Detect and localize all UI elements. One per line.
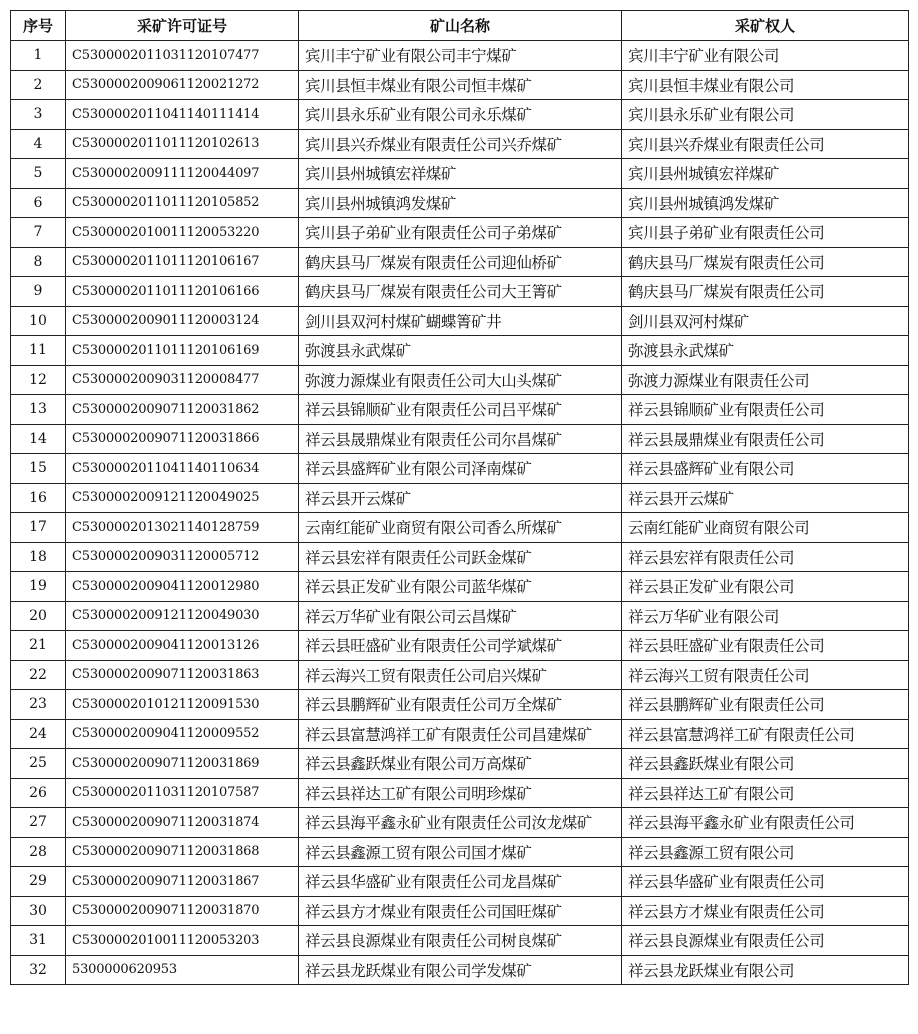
cell-owner: 祥云县锦顺矿业有限责任公司 <box>622 395 909 425</box>
cell-mine-name: 剑川县双河村煤矿蝴蝶箐矿井 <box>299 306 622 336</box>
cell-license-number: C5300002009071120031874 <box>66 808 299 838</box>
cell-owner: 鹤庆县马厂煤炭有限责任公司 <box>622 277 909 307</box>
cell-mine-name: 弥渡力源煤业有限责任公司大山头煤矿 <box>299 365 622 395</box>
cell-owner: 宾川县子弟矿业有限责任公司 <box>622 218 909 248</box>
cell-serial-number: 32 <box>11 955 66 985</box>
table-row <box>11 129 909 159</box>
table-row <box>11 542 909 572</box>
cell-serial-number: 12 <box>11 365 66 395</box>
cell-owner: 祥云县盛辉矿业有限公司 <box>622 454 909 484</box>
cell-serial-number: 11 <box>11 336 66 366</box>
cell-serial-number: 17 <box>11 513 66 543</box>
table-row <box>11 277 909 307</box>
cell-license-number: C5300002011011120105852 <box>66 188 299 218</box>
cell-license-number: C5300002009071120031866 <box>66 424 299 454</box>
table-row <box>11 247 909 277</box>
table-row <box>11 454 909 484</box>
table-row <box>11 188 909 218</box>
cell-serial-number: 21 <box>11 631 66 661</box>
cell-license-number: C5300002011011120106169 <box>66 336 299 366</box>
cell-mine-name: 宾川县州城镇鸿发煤矿 <box>299 188 622 218</box>
header-mine-name: 矿山名称 <box>299 11 622 41</box>
cell-owner: 宾川县恒丰煤业有限公司 <box>622 70 909 100</box>
table-row <box>11 690 909 720</box>
cell-mine-name: 祥云万华矿业有限公司云昌煤矿 <box>299 601 622 631</box>
cell-mine-name: 祥云县鹏辉矿业有限责任公司万全煤矿 <box>299 690 622 720</box>
cell-license-number: C5300002009031120005712 <box>66 542 299 572</box>
cell-owner: 祥云县宏祥有限责任公司 <box>622 542 909 572</box>
cell-owner: 祥云县正发矿业有限公司 <box>622 572 909 602</box>
cell-owner: 宾川县州城镇鸿发煤矿 <box>622 188 909 218</box>
cell-mine-name: 鹤庆县马厂煤炭有限责任公司迎仙桥矿 <box>299 247 622 277</box>
header-row <box>11 11 909 41</box>
cell-serial-number: 14 <box>11 424 66 454</box>
cell-owner: 祥云万华矿业有限公司 <box>622 601 909 631</box>
table-row <box>11 955 909 985</box>
cell-mine-name: 弥渡县永武煤矿 <box>299 336 622 366</box>
cell-license-number: C5300002011011120106167 <box>66 247 299 277</box>
table-row <box>11 719 909 749</box>
cell-mine-name: 宾川丰宁矿业有限公司丰宁煤矿 <box>299 41 622 71</box>
cell-owner: 宾川县兴乔煤业有限责任公司 <box>622 129 909 159</box>
cell-license-number: C5300002009071120031868 <box>66 837 299 867</box>
cell-owner: 祥云海兴工贸有限责任公司 <box>622 660 909 690</box>
cell-mine-name: 祥云县鑫跃煤业有限公司万高煤矿 <box>299 749 622 779</box>
table-row <box>11 837 909 867</box>
header-owner: 采矿权人 <box>622 11 909 41</box>
cell-license-number: C5300002011011120102613 <box>66 129 299 159</box>
cell-owner: 祥云县龙跃煤业有限公司 <box>622 955 909 985</box>
cell-serial-number: 22 <box>11 660 66 690</box>
cell-mine-name: 宾川县永乐矿业有限公司永乐煤矿 <box>299 100 622 130</box>
cell-owner: 祥云县晟鼎煤业有限责任公司 <box>622 424 909 454</box>
table-row <box>11 70 909 100</box>
table-row <box>11 513 909 543</box>
cell-serial-number: 5 <box>11 159 66 189</box>
cell-license-number: C5300002009071120031870 <box>66 896 299 926</box>
table-row <box>11 100 909 130</box>
cell-owner: 祥云县鑫源工贸有限公司 <box>622 837 909 867</box>
cell-license-number: C5300002010011120053220 <box>66 218 299 248</box>
cell-owner: 宾川丰宁矿业有限公司 <box>622 41 909 71</box>
cell-owner: 剑川县双河村煤矿 <box>622 306 909 336</box>
table-row <box>11 867 909 897</box>
cell-license-number: C5300002011041140111414 <box>66 100 299 130</box>
table-row <box>11 159 909 189</box>
cell-serial-number: 15 <box>11 454 66 484</box>
cell-mine-name: 祥云县正发矿业有限公司蓝华煤矿 <box>299 572 622 602</box>
cell-owner: 祥云县方才煤业有限责任公司 <box>622 896 909 926</box>
cell-license-number: C5300002011031120107477 <box>66 41 299 71</box>
cell-serial-number: 19 <box>11 572 66 602</box>
cell-license-number: C5300002010011120053203 <box>66 926 299 956</box>
cell-serial-number: 23 <box>11 690 66 720</box>
cell-owner: 弥渡力源煤业有限责任公司 <box>622 365 909 395</box>
cell-license-number: 5300000620953 <box>66 955 299 985</box>
cell-license-number: C5300002011041140110634 <box>66 454 299 484</box>
cell-mine-name: 云南红能矿业商贸有限公司香么所煤矿 <box>299 513 622 543</box>
cell-mine-name: 祥云县华盛矿业有限责任公司龙昌煤矿 <box>299 867 622 897</box>
cell-serial-number: 31 <box>11 926 66 956</box>
table-row <box>11 424 909 454</box>
cell-mine-name: 祥云县龙跃煤业有限公司学发煤矿 <box>299 955 622 985</box>
table-row <box>11 306 909 336</box>
cell-owner: 鹤庆县马厂煤炭有限责任公司 <box>622 247 909 277</box>
cell-license-number: C5300002011031120107587 <box>66 778 299 808</box>
cell-owner: 宾川县永乐矿业有限公司 <box>622 100 909 130</box>
header-serial-number: 序号 <box>11 11 66 41</box>
cell-serial-number: 28 <box>11 837 66 867</box>
cell-owner: 祥云县祥达工矿有限公司 <box>622 778 909 808</box>
cell-license-number: C5300002009121120049025 <box>66 483 299 513</box>
table-row <box>11 601 909 631</box>
cell-serial-number: 18 <box>11 542 66 572</box>
cell-serial-number: 30 <box>11 896 66 926</box>
table-row <box>11 395 909 425</box>
cell-owner: 弥渡县永武煤矿 <box>622 336 909 366</box>
table-row <box>11 808 909 838</box>
mining-license-table <box>10 10 909 985</box>
cell-owner: 祥云县良源煤业有限责任公司 <box>622 926 909 956</box>
cell-license-number: C5300002009041120009552 <box>66 719 299 749</box>
table-row <box>11 631 909 661</box>
cell-mine-name: 鹤庆县马厂煤炭有限责任公司大王箐矿 <box>299 277 622 307</box>
cell-serial-number: 3 <box>11 100 66 130</box>
table-row <box>11 41 909 71</box>
table-row <box>11 365 909 395</box>
cell-serial-number: 8 <box>11 247 66 277</box>
cell-serial-number: 25 <box>11 749 66 779</box>
cell-owner: 祥云县开云煤矿 <box>622 483 909 513</box>
cell-owner: 祥云县鑫跃煤业有限公司 <box>622 749 909 779</box>
cell-license-number: C5300002009041120012980 <box>66 572 299 602</box>
cell-license-number: C5300002009071120031863 <box>66 660 299 690</box>
cell-owner: 云南红能矿业商贸有限公司 <box>622 513 909 543</box>
cell-license-number: C5300002009031120008477 <box>66 365 299 395</box>
cell-serial-number: 4 <box>11 129 66 159</box>
cell-mine-name: 祥云县盛辉矿业有限公司泽南煤矿 <box>299 454 622 484</box>
header-license-number: 采矿许可证号 <box>66 11 299 41</box>
cell-license-number: C5300002011011120106166 <box>66 277 299 307</box>
cell-license-number: C5300002009121120049030 <box>66 601 299 631</box>
cell-serial-number: 10 <box>11 306 66 336</box>
cell-mine-name: 祥云县宏祥有限责任公司跃金煤矿 <box>299 542 622 572</box>
table-row <box>11 336 909 366</box>
cell-serial-number: 6 <box>11 188 66 218</box>
cell-license-number: C5300002009061120021272 <box>66 70 299 100</box>
cell-mine-name: 祥云县良源煤业有限责任公司树良煤矿 <box>299 926 622 956</box>
cell-license-number: C5300002013021140128759 <box>66 513 299 543</box>
cell-mine-name: 祥云县旺盛矿业有限责任公司学斌煤矿 <box>299 631 622 661</box>
table-row <box>11 896 909 926</box>
cell-serial-number: 9 <box>11 277 66 307</box>
cell-mine-name: 祥云海兴工贸有限责任公司启兴煤矿 <box>299 660 622 690</box>
cell-serial-number: 29 <box>11 867 66 897</box>
cell-owner: 祥云县旺盛矿业有限责任公司 <box>622 631 909 661</box>
cell-serial-number: 7 <box>11 218 66 248</box>
cell-serial-number: 2 <box>11 70 66 100</box>
cell-license-number: C5300002009071120031862 <box>66 395 299 425</box>
cell-mine-name: 宾川县兴乔煤业有限责任公司兴乔煤矿 <box>299 129 622 159</box>
table-row <box>11 926 909 956</box>
cell-mine-name: 祥云县祥达工矿有限公司明珍煤矿 <box>299 778 622 808</box>
table-row <box>11 572 909 602</box>
cell-license-number: C5300002010121120091530 <box>66 690 299 720</box>
cell-owner: 祥云县海平鑫永矿业有限责任公司 <box>622 808 909 838</box>
table-row <box>11 749 909 779</box>
table-row <box>11 660 909 690</box>
table-row <box>11 218 909 248</box>
cell-serial-number: 26 <box>11 778 66 808</box>
cell-owner: 宾川县州城镇宏祥煤矿 <box>622 159 909 189</box>
cell-mine-name: 祥云县锦顺矿业有限责任公司吕平煤矿 <box>299 395 622 425</box>
cell-mine-name: 宾川县恒丰煤业有限公司恒丰煤矿 <box>299 70 622 100</box>
cell-mine-name: 祥云县晟鼎煤业有限责任公司尔昌煤矿 <box>299 424 622 454</box>
cell-owner: 祥云县鹏辉矿业有限责任公司 <box>622 690 909 720</box>
cell-serial-number: 13 <box>11 395 66 425</box>
cell-serial-number: 1 <box>11 41 66 71</box>
cell-serial-number: 16 <box>11 483 66 513</box>
cell-owner: 祥云县富慧鸿祥工矿有限责任公司 <box>622 719 909 749</box>
cell-mine-name: 祥云县富慧鸿祥工矿有限责任公司昌建煤矿 <box>299 719 622 749</box>
cell-license-number: C5300002009011120003124 <box>66 306 299 336</box>
table-row <box>11 778 909 808</box>
table-row <box>11 483 909 513</box>
cell-mine-name: 宾川县子弟矿业有限责任公司子弟煤矿 <box>299 218 622 248</box>
cell-license-number: C5300002009071120031867 <box>66 867 299 897</box>
cell-mine-name: 祥云县开云煤矿 <box>299 483 622 513</box>
cell-license-number: C5300002009041120013126 <box>66 631 299 661</box>
cell-owner: 祥云县华盛矿业有限责任公司 <box>622 867 909 897</box>
cell-mine-name: 祥云县鑫源工贸有限公司国才煤矿 <box>299 837 622 867</box>
cell-serial-number: 24 <box>11 719 66 749</box>
cell-mine-name: 祥云县海平鑫永矿业有限责任公司汝龙煤矿 <box>299 808 622 838</box>
cell-mine-name: 祥云县方才煤业有限责任公司国旺煤矿 <box>299 896 622 926</box>
table-body <box>11 41 909 985</box>
cell-mine-name: 宾川县州城镇宏祥煤矿 <box>299 159 622 189</box>
cell-serial-number: 27 <box>11 808 66 838</box>
cell-license-number: C5300002009071120031869 <box>66 749 299 779</box>
cell-license-number: C5300002009111120044097 <box>66 159 299 189</box>
cell-serial-number: 20 <box>11 601 66 631</box>
